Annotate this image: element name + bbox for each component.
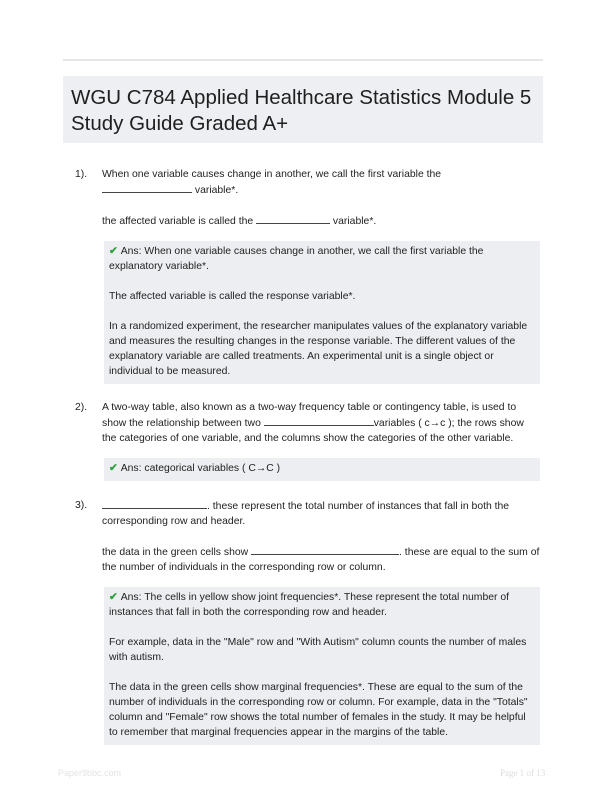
question-number: 1). xyxy=(75,169,88,180)
answer-blank xyxy=(251,544,399,555)
title-box xyxy=(63,76,543,143)
answer-blank xyxy=(256,213,330,224)
answer-blank xyxy=(102,182,192,193)
top-divider xyxy=(63,59,543,61)
question-1 xyxy=(75,167,540,384)
question-number: 2). xyxy=(75,402,88,413)
document-title: WGU C784 Applied Healthcare Statistics Module 5 Study Guide Graded A+ xyxy=(71,86,532,135)
answer-text: The affected variable is called the response variable*. xyxy=(109,291,356,302)
question-text: A two-way table, also known as a two-way frequency table or contingency table, is used to show the relationship between two variables ( c→c ); the rows show the categories of one variable, and the columns show the categories of the other variable. xyxy=(102,402,524,444)
answer-text: ✔ Ans: The cells in yellow show joint frequencies*. These represent the total number of instances that fall in both the corresponding row and header. xyxy=(109,592,510,618)
answer-box xyxy=(104,241,540,384)
answer-text: The data in the green cells show marginal frequencies*. These are equal to the sum of the number of individuals in the corresponding row or column. For example, data in the "Totals" column and "Female" row shows the total number of females in the study. It may be helpful to remember that marginal frequencies appear in the margins of the table. xyxy=(109,682,528,738)
answer-text: ✔ Ans: categorical variables ( C→C ) xyxy=(109,463,281,474)
answer-blank xyxy=(102,498,207,509)
answer-box xyxy=(104,458,540,481)
answer-box xyxy=(104,587,540,745)
answer-text: For example, data in the "Male" row and "With Autism" column counts the number of males with autism. xyxy=(109,637,527,663)
question-text: the data in the green cells show . these are equal to the sum of the number of individuals in the corresponding row or column. xyxy=(102,544,540,575)
question-text: When one variable causes change in another, we call the first variable the variable*. xyxy=(102,169,442,196)
answer-text: In a randomized experiment, the researcher manipulates values of the explanatory variable and measures the resulting changes in the response variable. The different values of the explanatory variable are called treatments. An experimental unit is a single object or individual to be measured. xyxy=(109,321,528,377)
question-text: the affected variable is called the variable*. xyxy=(102,213,540,229)
check-icon: ✔ xyxy=(109,592,118,603)
check-icon: ✔ xyxy=(109,246,118,257)
question-3 xyxy=(75,498,540,745)
answer-blank xyxy=(264,415,374,426)
question-2 xyxy=(75,400,540,481)
answer-text: ✔ Ans: When one variable causes change in another, we call the first variable the explanatory variable*. xyxy=(109,246,484,272)
page-number: Page 1 of 13 xyxy=(500,768,546,778)
footer-watermark: Paper9bbc.com xyxy=(58,768,122,778)
check-icon: ✔ xyxy=(109,463,118,474)
question-text: . these represent the total number of instances that fall in both the corresponding row and header. xyxy=(102,498,540,529)
question-number: 3). xyxy=(75,500,88,511)
